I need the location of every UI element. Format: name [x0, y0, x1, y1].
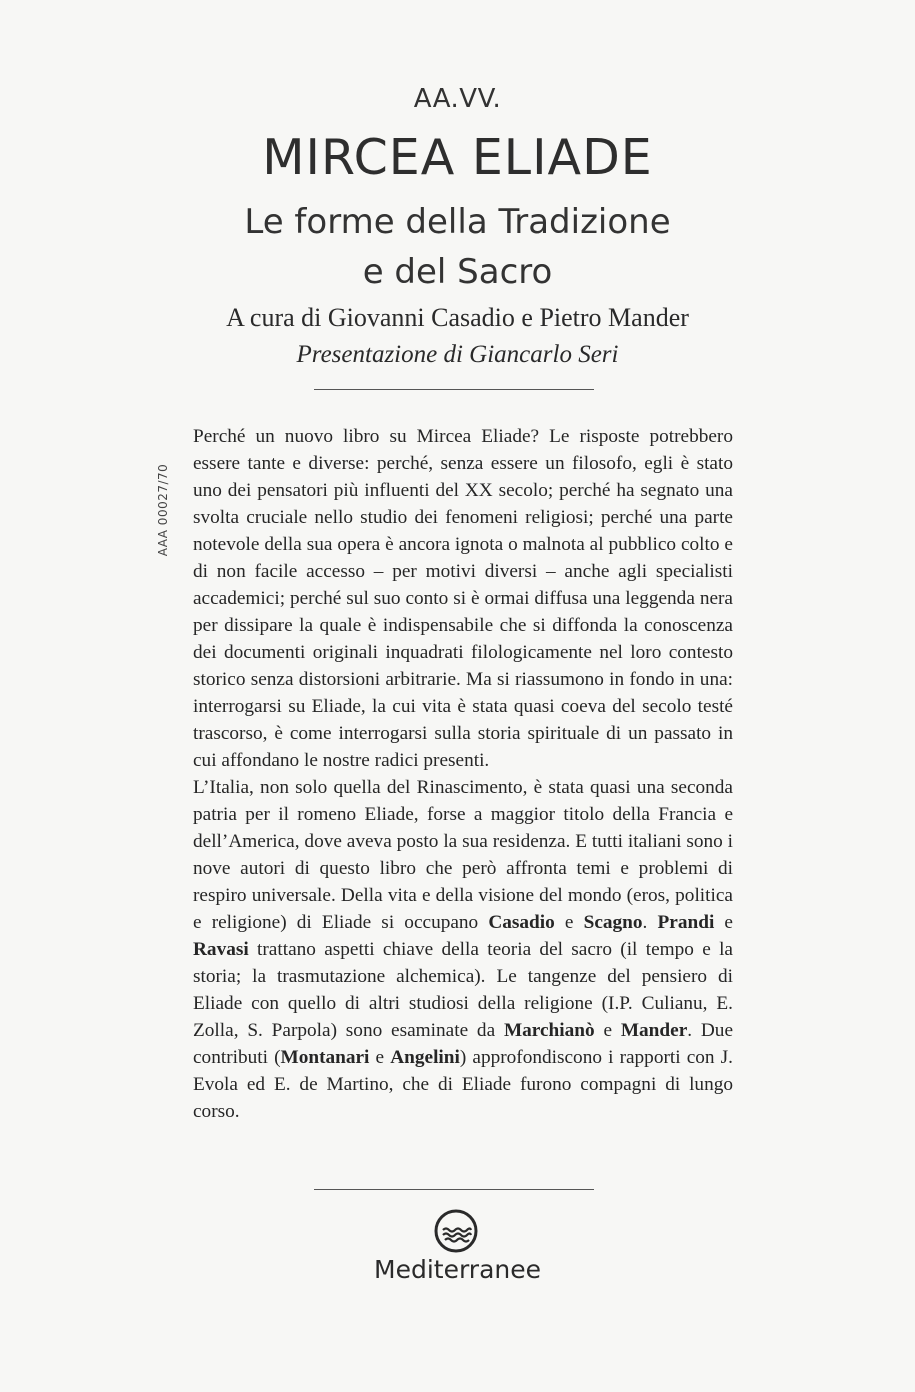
series-label: AA.VV. — [413, 84, 502, 114]
author-name: Casadio — [488, 912, 555, 933]
author-name: Montanari — [280, 1047, 370, 1068]
book-title-line-1: Le forme della Tradizione — [244, 202, 671, 242]
author-name: Prandi — [657, 912, 715, 933]
author-name: Scagno — [583, 912, 643, 933]
blurb-text: e — [369, 1047, 391, 1068]
blurb-text: trattano aspetti chiave della teoria del sacro (il tempo e la storia; la trasmutazione alchemica). Le tangenze del pensiero di Eliade con quello di altri studiosi della religione (I.P. Culianu, E. Zolla, S. Parpola) sono esaminate da — [193, 939, 733, 1041]
wave-circle-icon — [433, 1208, 479, 1254]
author-name: Marchianò — [503, 1020, 595, 1041]
blurb-text: L’Italia, non solo quella del Rinascimento, è stata quasi una seconda patria per il romeno Eliade, forse a maggior titolo della Francia e dell’America, dove aveva posto la sua residenza. E tutti italiani sono i nove autori di questo libro che però affronta temi e problemi di respiro universale. Della vita e della visione del mondo (eros, politica e religione) di Eliade si occupano — [193, 777, 733, 933]
publisher-name: Mediterranee — [374, 1255, 541, 1284]
catalog-code — [154, 430, 172, 590]
book-author: MIRCEA ELIADE — [262, 129, 653, 186]
curators-line: A cura di Giovanni Casadio e Pietro Mander — [226, 303, 689, 332]
author-name: Ravasi — [193, 939, 249, 960]
divider-top — [314, 389, 594, 390]
catalog-code-text: AAA 00027/70 — [156, 463, 170, 557]
back-cover-blurb — [193, 423, 733, 1125]
blurb-paragraph-1: Perché un nuovo libro su Mircea Eliade? Le risposte potrebbero essere tante e diverse: perché, senza essere un filosofo, egli è stato uno dei pensatori più influenti del XX secolo; perché ha segnato una svolta cruciale nello studio dei fenomeni religiosi; perché una parte notevole della sua opera è ancora ignota o malnota al pubblico colto e di non facile accesso – per motivi diversi – anche agli specialisti accademici; perché sul suo conto si è ormai diffusa una leggenda nera per dissipare la quale è indispensabile che si diffonda la conoscenza dei documenti originali inquadrati filologicamente nel loro contesto storico senza distorsioni arbitrarie. Ma si riassumono in fondo in una: interrogarsi su Eliade, la cui vita è stata quasi coeva del secolo testé trascorso, è come interrogarsi sulla storia spirituale di un passato in cui affondano le nostre radici presenti. — [193, 426, 733, 771]
blurb-text: . Due contributi ( — [193, 1020, 734, 1068]
blurb-text: e — [714, 912, 733, 933]
author-name: Mander — [620, 1020, 688, 1041]
blurb-text: . — [642, 912, 658, 933]
blurb-text: e — [594, 1020, 621, 1041]
presentation-line: Presentazione di Giancarlo Seri — [296, 341, 619, 368]
author-name: Angelini — [390, 1047, 460, 1068]
book-title-line-2: e del Sacro — [362, 252, 553, 292]
blurb-text: e — [554, 912, 584, 933]
blurb-paragraph-2 — [193, 774, 733, 1125]
book-title — [0, 197, 915, 297]
blurb-text: ) approfondiscono i rapporti con J. Evola ed E. de Martino, che di Eliade furono compagni di lungo corso. — [193, 1047, 733, 1122]
divider-bottom — [314, 1189, 594, 1190]
